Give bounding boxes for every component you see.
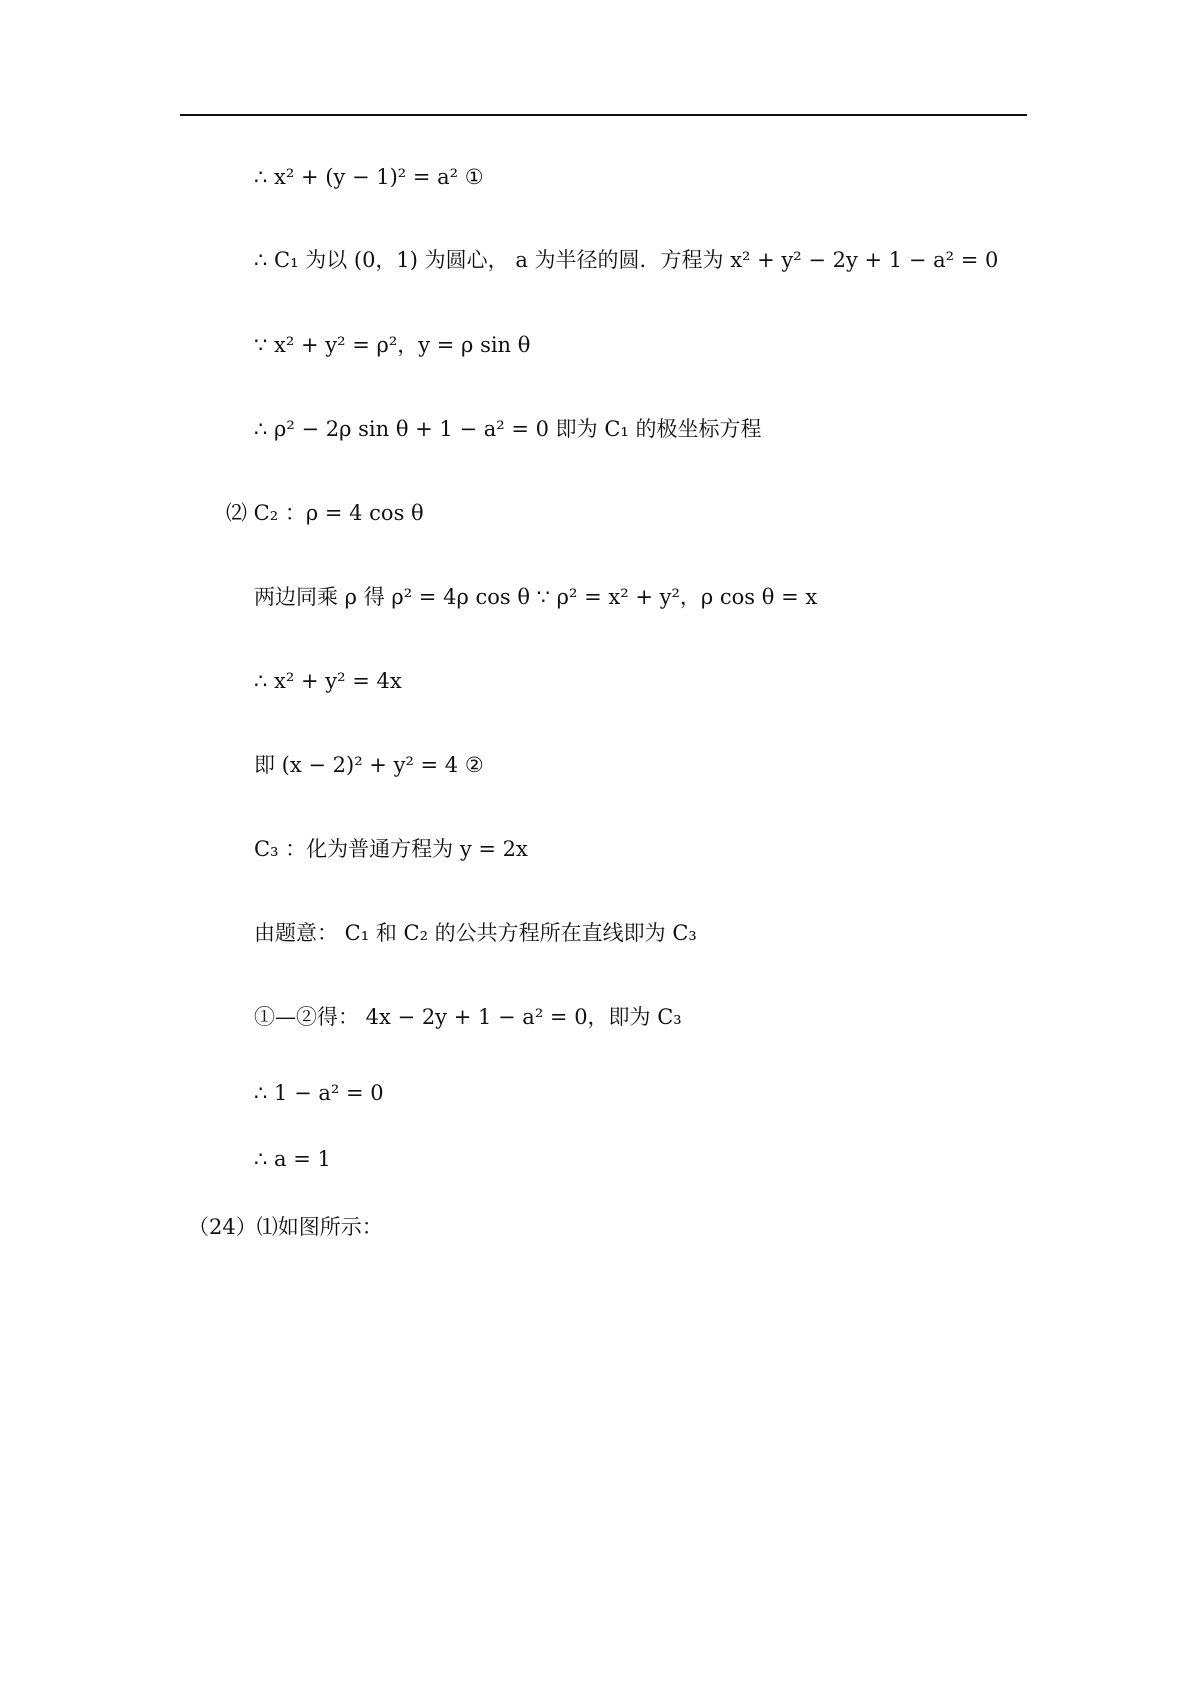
question-24-heading: （24）⑴如图所示： [188,1215,383,1239]
equation-line-8: 即 (x − 2)² + y² = 4 ② [254,753,484,777]
equation-line-6: 两边同乘 ρ 得 ρ² = 4ρ cos θ ∵ ρ² = x² + y²，ρ cos θ = x [254,585,818,609]
header-rule [180,114,1027,116]
equation-line-13: ∴ a = 1 [254,1147,331,1171]
equation-line-11: ①—②得： 4x − 2y + 1 − a² = 0，即为 C₃ [254,1005,682,1029]
equation-line-7: ∴ x² + y² = 4x [254,669,402,693]
equation-line-12: ∴ 1 − a² = 0 [254,1081,384,1105]
equation-line-1: ∴ x² + (y − 1)² = a² ① [254,165,484,189]
part-2-heading: ⑵ C₂ ：ρ = 4 cos θ [226,501,424,525]
equation-line-10: 由题意： C₁ 和 C₂ 的公共方程所在直线即为 C₃ [254,921,697,945]
equation-line-4: ∴ ρ² − 2ρ sin θ + 1 − a² = 0 即为 C₁ 的极坐标方程 [254,417,762,441]
equation-line-3: ∵ x² + y² = ρ²，y = ρ sin θ [254,333,531,357]
equation-line-9: C₃ ：化为普通方程为 y = 2x [254,837,528,861]
equation-line-2: ∴ C₁ 为以 (0，1) 为圆心， a 为半径的圆．方程为 x² + y² − 2y + 1 − a² = 0 [254,248,999,272]
